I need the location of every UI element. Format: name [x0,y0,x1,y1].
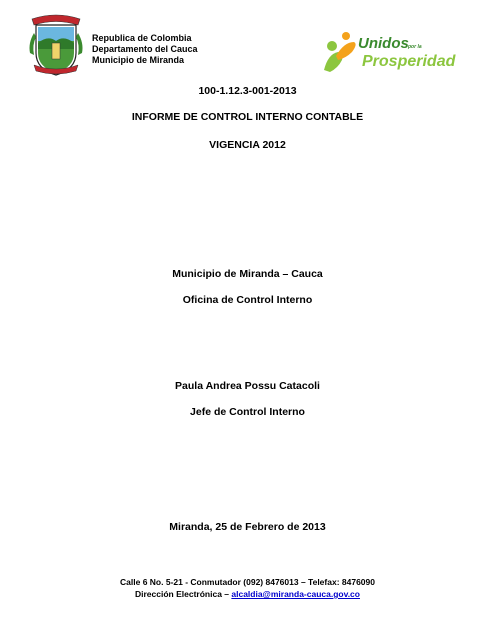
header-line-department: Departamento del Cauca [92,44,198,54]
footer-email-link[interactable]: alcaldia@miranda-cauca.gov.co [231,589,360,599]
author-role: Jefe de Control Interno [190,406,305,418]
place-date: Miranda, 25 de Febrero de 2013 [169,521,326,533]
header-line-country: Republica de Colombia [92,33,192,43]
document-vigencia: VIGENCIA 2012 [209,139,286,151]
footer-email-line [0,589,495,599]
municipal-crest-logo [28,13,84,78]
document-title: INFORME DE CONTROL INTERNO CONTABLE [131,111,364,123]
author-name: Paula Andrea Possu Catacoli [175,380,320,392]
entity-name: Municipio de Miranda – Cauca [172,268,323,280]
svg-text:Unidos: Unidos [358,35,409,52]
document-number: 100-1.12.3-001-2013 [198,85,297,97]
unidos-prosperidad-logo [322,26,462,76]
footer-address: Calle 6 No. 5-21 - Conmutador (092) 8476013 – Telefax: 8476090 [120,577,375,587]
header-line-municipality: Municipio de Miranda [92,55,185,65]
svg-text:por la: por la [408,44,422,50]
svg-text:Prosperidad: Prosperidad [362,53,456,70]
header-organization [92,33,198,66]
footer-email-label: Dirección Electrónica – [135,589,232,599]
office-name: Oficina de Control Interno [182,294,313,306]
